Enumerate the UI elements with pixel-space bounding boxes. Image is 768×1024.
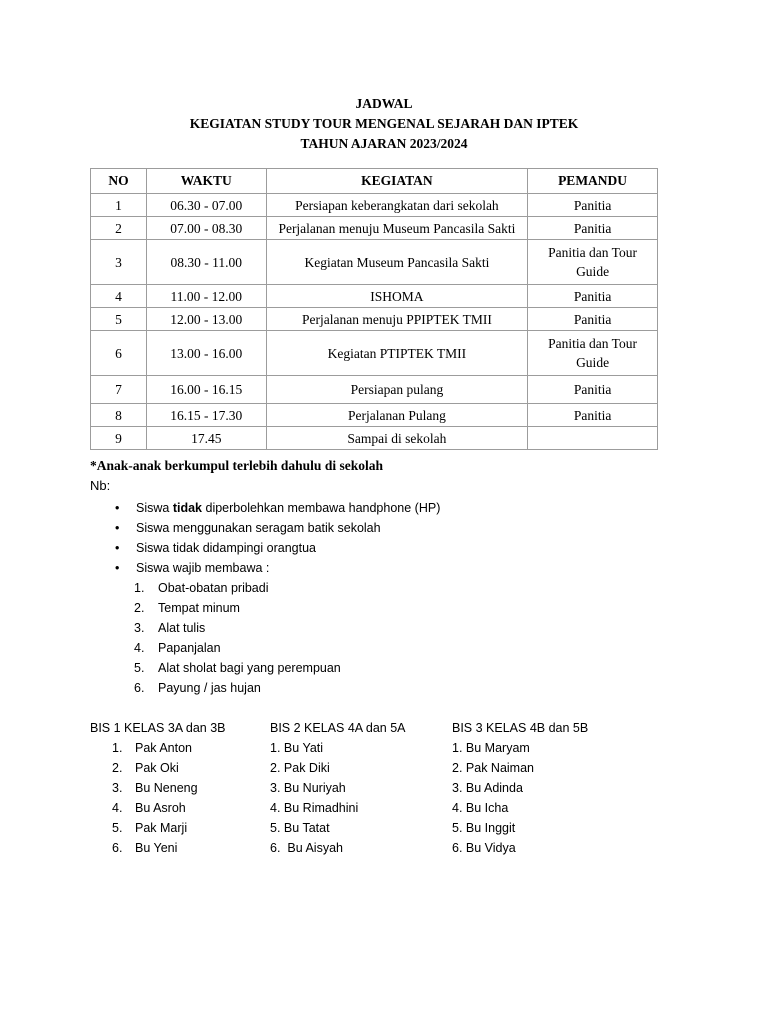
- cell-pemandu: Panitia: [528, 217, 658, 240]
- cell-kegiatan: Persiapan pulang: [266, 376, 527, 404]
- cell-waktu: 17.45: [146, 427, 266, 450]
- cell-no: 7: [91, 376, 147, 404]
- member-name: Pak Marji: [135, 821, 188, 835]
- bullet-text-post: diperbolehkan membawa handphone (HP): [202, 501, 441, 515]
- member-number: 4.: [270, 801, 281, 815]
- list-item: [90, 758, 226, 778]
- cell-kegiatan: Kegiatan PTIPTEK TMII: [266, 331, 527, 376]
- cell-kegiatan: Persiapan keberangkatan dari sekolah: [266, 194, 527, 217]
- heading-line-3: TAHUN AJARAN 2023/2024: [300, 136, 468, 151]
- cell-pemandu: Panitia: [528, 194, 658, 217]
- list-item: [134, 638, 341, 658]
- table-header-row: [91, 169, 658, 194]
- member-number: 4.: [112, 801, 123, 815]
- bus-1-group: [90, 718, 226, 858]
- bus-2-group: [270, 718, 406, 858]
- member-number: 5.: [452, 821, 463, 835]
- item-text: Papanjalan: [158, 641, 221, 655]
- member-number: 2.: [112, 761, 123, 775]
- list-item: [90, 738, 226, 758]
- member-number: 5.: [270, 821, 281, 835]
- list-item: [270, 818, 406, 838]
- header-no: NO: [91, 169, 147, 194]
- cell-waktu: 06.30 - 07.00: [146, 194, 266, 217]
- schedule-table: [90, 168, 658, 450]
- list-item: [452, 818, 588, 838]
- cell-waktu: 11.00 - 12.00: [146, 285, 266, 308]
- member-name: Bu Tatat: [280, 821, 330, 835]
- cell-no: 2: [91, 217, 147, 240]
- item-text: Alat sholat bagi yang perempuan: [158, 661, 341, 675]
- member-number: 2.: [452, 761, 463, 775]
- member-number: 3.: [270, 781, 281, 795]
- cell-no: 1: [91, 194, 147, 217]
- cell-no: 3: [91, 240, 147, 285]
- cell-no: 5: [91, 308, 147, 331]
- list-item: [134, 658, 341, 678]
- member-name: Bu Vidya: [462, 841, 516, 855]
- bullet-icon: •: [115, 541, 120, 555]
- table-row: [91, 331, 658, 376]
- cell-pemandu: [528, 427, 658, 450]
- list-item: [452, 778, 588, 798]
- cell-waktu: 13.00 - 16.00: [146, 331, 266, 376]
- cell-pemandu: Panitia: [528, 376, 658, 404]
- item-number: 6.: [134, 681, 145, 695]
- list-item: [270, 758, 406, 778]
- member-name: Pak Naiman: [462, 761, 534, 775]
- member-name: Pak Oki: [135, 761, 179, 775]
- item-text: Obat-obatan pribadi: [158, 581, 269, 595]
- member-name: Pak Anton: [135, 741, 192, 755]
- list-item: [270, 778, 406, 798]
- bullet-icon: •: [115, 521, 120, 535]
- bus-3-title: BIS 3 KELAS 4B dan 5B: [452, 721, 589, 735]
- table-row: [91, 194, 658, 217]
- cell-kegiatan: Perjalanan Pulang: [266, 404, 527, 427]
- member-name: Bu Neneng: [135, 781, 198, 795]
- member-number: 2.: [270, 761, 281, 775]
- member-name: Bu Rimadhini: [280, 801, 359, 815]
- cell-waktu: 08.30 - 11.00: [146, 240, 266, 285]
- bullet-icon: •: [115, 501, 120, 515]
- member-name: Bu Adinda: [462, 781, 523, 795]
- member-number: 6.: [112, 841, 123, 855]
- table-row: [91, 217, 658, 240]
- list-item: [452, 798, 588, 818]
- bullet-icon: •: [115, 561, 120, 575]
- header-kegiatan: KEGIATAN: [266, 169, 527, 194]
- item-number: 4.: [134, 641, 145, 655]
- list-item: [90, 798, 226, 818]
- cell-no: 9: [91, 427, 147, 450]
- bullet-text: Siswa tidak didampingi orangtua: [136, 541, 316, 555]
- bullet-text-bold: tidak: [172, 501, 203, 515]
- header-waktu: WAKTU: [146, 169, 266, 194]
- bus-1-title: BIS 1 KELAS 3A dan 3B: [90, 721, 226, 735]
- list-item: [270, 838, 406, 858]
- bullet-text: Siswa menggunakan seragam batik sekolah: [136, 521, 381, 535]
- cell-waktu: 12.00 - 13.00: [146, 308, 266, 331]
- heading-line-1: JADWAL: [355, 96, 413, 111]
- list-item: [115, 558, 440, 578]
- cell-kegiatan: Sampai di sekolah: [266, 427, 527, 450]
- list-item: [90, 838, 226, 858]
- cell-pemandu: Panitia dan Tour Guide: [528, 331, 658, 376]
- cell-no: 8: [91, 404, 147, 427]
- member-name: Bu Icha: [462, 801, 509, 815]
- list-item: [134, 618, 341, 638]
- heading-line-2: KEGIATAN STUDY TOUR MENGENAL SEJARAH DAN IPTEK: [189, 116, 579, 131]
- list-item: [270, 798, 406, 818]
- item-text: Payung / jas hujan: [158, 681, 261, 695]
- list-item: [452, 758, 588, 778]
- table-row: [91, 308, 658, 331]
- bus-2-title: BIS 2 KELAS 4A dan 5A: [270, 721, 406, 735]
- item-text: Alat tulis: [158, 621, 206, 635]
- table-row: [91, 376, 658, 404]
- gathering-note: *Anak-anak berkumpul terlebih dahulu di sekolah: [90, 458, 383, 473]
- header-pemandu: PEMANDU: [528, 169, 658, 194]
- member-number: 1.: [452, 741, 463, 755]
- member-number: 3.: [112, 781, 123, 795]
- list-item: [134, 578, 341, 598]
- member-number: 1.: [270, 741, 281, 755]
- list-item: [270, 738, 406, 758]
- list-item: [115, 518, 440, 538]
- cell-kegiatan: ISHOMA: [266, 285, 527, 308]
- list-item: [115, 498, 440, 518]
- nb-label: Nb:: [90, 478, 111, 493]
- cell-no: 6: [91, 331, 147, 376]
- table-row: [91, 404, 658, 427]
- item-number: 2.: [134, 601, 145, 615]
- item-text: Tempat minum: [158, 601, 240, 615]
- table-row: [91, 285, 658, 308]
- member-name: Pak Diki: [280, 761, 330, 775]
- member-number: 6.: [270, 841, 281, 855]
- member-number: 1.: [112, 741, 123, 755]
- cell-waktu: 16.15 - 17.30: [146, 404, 266, 427]
- member-number: 3.: [452, 781, 463, 795]
- list-item: [115, 538, 440, 558]
- member-name: Bu Maryam: [462, 741, 530, 755]
- cell-kegiatan: Perjalanan menuju PPIPTEK TMII: [266, 308, 527, 331]
- item-number: 3.: [134, 621, 145, 635]
- cell-pemandu: Panitia dan Tour Guide: [528, 240, 658, 285]
- cell-no: 4: [91, 285, 147, 308]
- member-name: Bu Yeni: [135, 841, 178, 855]
- item-number: 1.: [134, 581, 145, 595]
- member-number: 6.: [452, 841, 463, 855]
- cell-waktu: 16.00 - 16.15: [146, 376, 266, 404]
- cell-kegiatan: Kegiatan Museum Pancasila Sakti: [266, 240, 527, 285]
- list-item: [90, 778, 226, 798]
- item-number: 5.: [134, 661, 145, 675]
- member-number: 5.: [112, 821, 123, 835]
- bring-items-list: [134, 578, 341, 698]
- list-item: [134, 678, 341, 698]
- cell-kegiatan: Perjalanan menuju Museum Pancasila Sakti: [266, 217, 527, 240]
- member-name: Bu Aisyah: [280, 841, 343, 855]
- list-item: [452, 838, 588, 858]
- cell-pemandu: Panitia: [528, 285, 658, 308]
- list-item: [90, 818, 226, 838]
- member-number: 4.: [452, 801, 463, 815]
- cell-waktu: 07.00 - 08.30: [146, 217, 266, 240]
- member-name: Bu Yati: [280, 741, 324, 755]
- member-name: Bu Nuriyah: [280, 781, 346, 795]
- bullet-text-pre: Siswa: [136, 501, 173, 515]
- list-item: [452, 738, 588, 758]
- member-name: Bu Inggit: [462, 821, 516, 835]
- document-heading: [0, 94, 768, 154]
- bus-3-group: [452, 718, 588, 858]
- rules-list: [115, 498, 440, 578]
- table-row: [91, 240, 658, 285]
- cell-pemandu: Panitia: [528, 308, 658, 331]
- bullet-text: Siswa wajib membawa :: [136, 561, 270, 575]
- cell-pemandu: Panitia: [528, 404, 658, 427]
- list-item: [134, 598, 341, 618]
- table-row: [91, 427, 658, 450]
- member-name: Bu Asroh: [135, 801, 186, 815]
